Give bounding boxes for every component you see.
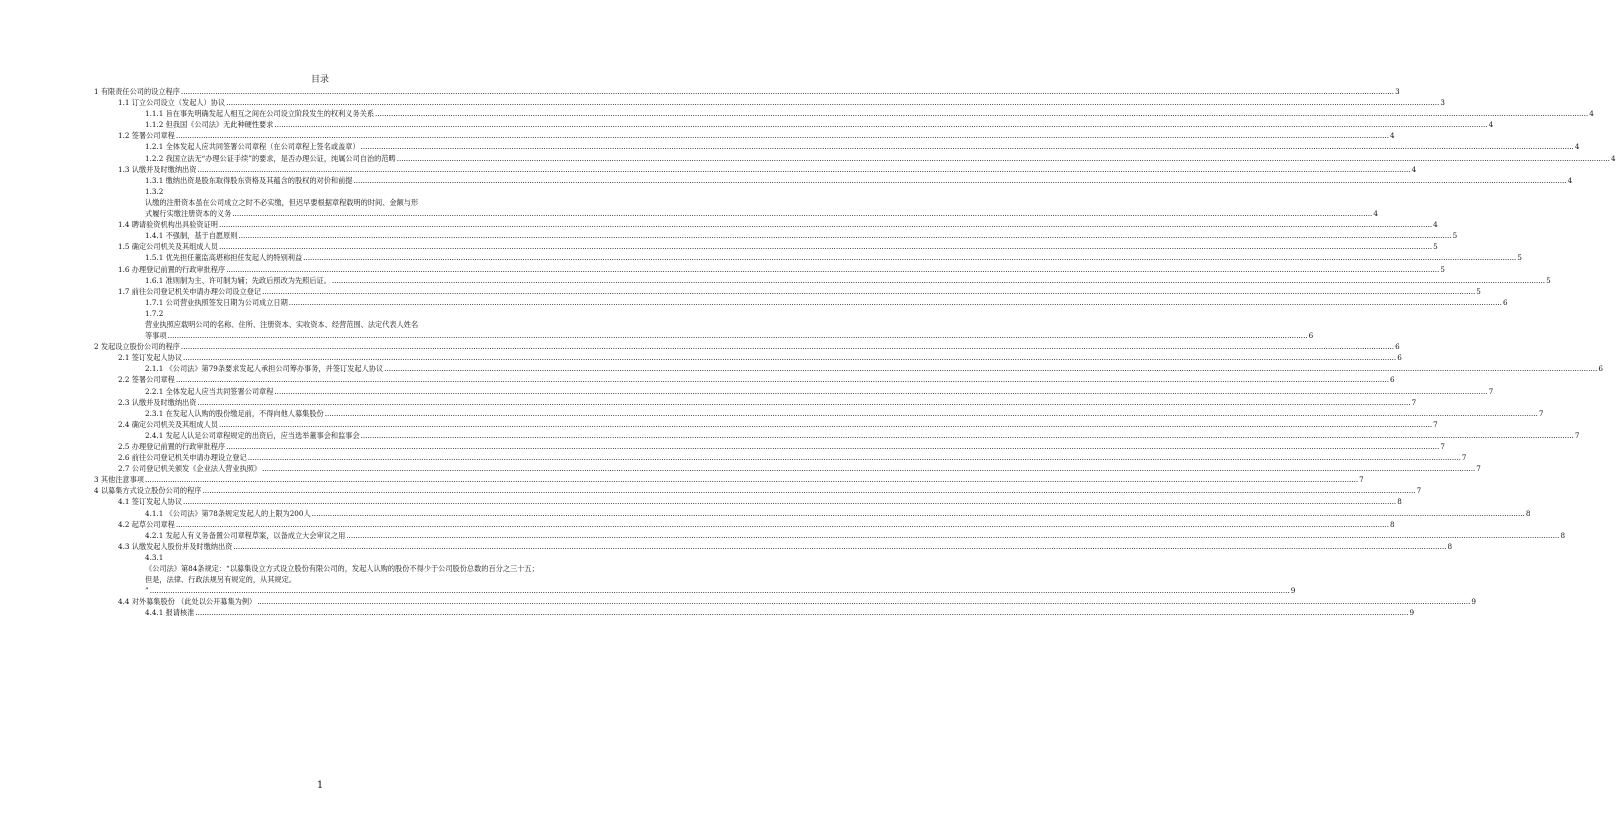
dot-leader xyxy=(168,330,1308,341)
toc-entry-level-3[interactable] xyxy=(94,252,1522,263)
toc-page-number: 4 xyxy=(1610,153,1616,163)
toc-entry-level-2[interactable] xyxy=(94,264,1445,275)
dot-leader xyxy=(176,519,1389,530)
dot-leader xyxy=(183,496,1396,507)
toc-page-number: 6 xyxy=(1397,353,1402,363)
toc-entry-text: 1.1 订立公司设立（发起人）协议 xyxy=(118,98,226,108)
toc-entry-text: 4.3 认缴发起人股份并及时缴纳出资 xyxy=(118,541,233,551)
dot-leader xyxy=(233,541,1446,552)
toc-entry-level-3[interactable] xyxy=(94,230,1458,241)
toc-page-number: 7 xyxy=(1359,475,1364,485)
toc-page-number: 6 xyxy=(1598,364,1603,374)
toc-page-number: 8 xyxy=(1390,519,1395,529)
toc-entry-level-3[interactable] xyxy=(94,153,1616,164)
toc-entry-text: 1.5 确定公司机关及其组成人员 xyxy=(118,242,218,252)
dot-leader xyxy=(257,596,1470,607)
toc-page-number: 8 xyxy=(1397,497,1402,507)
toc-entry-level-2[interactable] xyxy=(94,541,1453,552)
toc-entry-level-2[interactable] xyxy=(94,374,1395,385)
toc-title: 目录 xyxy=(310,75,329,85)
dot-leader xyxy=(397,153,1610,164)
dot-leader xyxy=(303,252,1516,263)
toc-entry-text: 2.1 签订发起人协议 xyxy=(118,353,183,363)
toc-entry-text: 1 有限责任公司的设立程序 xyxy=(94,87,180,96)
toc-entry-multiline[interactable] xyxy=(94,552,1296,596)
toc-entry-level-2[interactable] xyxy=(94,164,1417,175)
dot-leader xyxy=(197,397,1410,408)
toc-entry-number: 1.3.2 xyxy=(145,186,164,196)
dot-leader xyxy=(226,97,1439,108)
toc-entry-level-3[interactable] xyxy=(94,430,1580,441)
toc-entry-text: 2.5 办理登记前置的行政审批程序 xyxy=(118,442,226,451)
toc-entry-level-2[interactable] xyxy=(94,352,1402,363)
toc-entry-text: 《公司法》第84条规定：“以募集设立方式设立股份有限公司的，发起人认购的股份不得少于公司股份总数的百分之三十五；但是，法律、行政法规另有规定的，从其规定。 xyxy=(145,564,539,585)
dot-leader xyxy=(384,363,1597,374)
toc-entry-text: 营业执照应载明公司的名称、住所、注册资本、实收资本、经营范围、法定代表人姓名 xyxy=(145,319,419,329)
dot-leader xyxy=(202,485,1415,496)
toc-entry-level-2[interactable] xyxy=(94,452,1467,463)
dot-leader xyxy=(226,441,1439,452)
dot-leader xyxy=(262,286,1475,297)
toc-page-number: 4 xyxy=(1574,142,1580,152)
toc-entry-text: 1.6.1 准则制为主、许可制为辅；先政后照改为先照后证。 xyxy=(145,275,331,285)
table-of-contents xyxy=(94,86,1616,619)
toc-entry-text: 4.1 签订发起人协议 xyxy=(118,497,183,507)
toc-entry-number: 4.3.1 xyxy=(145,552,164,562)
toc-page-number: 7 xyxy=(1416,486,1422,496)
toc-page-number: 4 xyxy=(1589,109,1594,119)
toc-entry-text: 4.4 对外募集股份 （此处以公开募集为例） xyxy=(118,597,257,607)
dot-leader xyxy=(219,419,1432,430)
dot-leader xyxy=(181,341,1394,352)
toc-entry-text: 1.4 聘请验资机构出具验资证明 xyxy=(118,220,218,230)
toc-page-number: 4 xyxy=(1411,164,1417,174)
toc-entry-text-continued: 等事项 xyxy=(145,331,167,341)
toc-entry-level-3[interactable] xyxy=(94,297,1508,308)
toc-page-number: 9 xyxy=(1471,597,1476,607)
toc-entry-level-2[interactable] xyxy=(94,496,1402,507)
toc-page-number: 7 xyxy=(1538,408,1544,418)
toc-entry-text: 4.2.1 发起人有义务备置公司章程草案，以备成立大会审议之用 xyxy=(145,530,346,540)
dot-leader xyxy=(262,463,1475,474)
toc-page-number: 7 xyxy=(1461,453,1467,463)
toc-entry-text: 1.2 签署公司章程 xyxy=(118,131,175,141)
toc-page-number: 6 xyxy=(1308,331,1314,341)
toc-page-number: 5 xyxy=(1517,253,1522,263)
toc-page-number: 7 xyxy=(1476,464,1481,474)
toc-page-number: 5 xyxy=(1476,286,1481,296)
dot-leader xyxy=(346,530,1559,541)
toc-entry-text: 2.2.1 全体发起人应当共同签署公司章程 xyxy=(145,386,274,396)
toc-page-number: 3 xyxy=(1395,87,1400,96)
dot-leader xyxy=(219,219,1432,230)
toc-page-number: 8 xyxy=(1560,530,1566,540)
toc-entry-level-3[interactable] xyxy=(94,408,1544,419)
toc-entry-level-3[interactable] xyxy=(94,175,1573,186)
toc-entry-text: 2.7 公司登记机关颁发《企业法人营业执照》 xyxy=(118,464,262,474)
toc-entry-text: 2 发起设立股份公司的程序 xyxy=(94,342,180,352)
toc-page-number: 4 xyxy=(1488,120,1494,130)
dot-leader xyxy=(232,208,1372,219)
toc-page-number: 6 xyxy=(1390,375,1395,385)
toc-entry-level-3[interactable] xyxy=(94,607,1415,618)
toc-page-number: 9 xyxy=(1290,586,1296,596)
toc-entry-level-2[interactable] xyxy=(94,441,1445,452)
dot-leader xyxy=(219,241,1432,252)
toc-entry-level-2[interactable] xyxy=(94,419,1438,430)
toc-entry-text: 2.3 认缴并及时缴纳出资 xyxy=(118,397,197,407)
dot-leader xyxy=(145,474,1358,485)
toc-entry-number: 1.7.2 xyxy=(145,308,164,318)
toc-entry-level-2[interactable] xyxy=(94,241,1438,252)
toc-entry-level-2[interactable] xyxy=(94,397,1417,408)
toc-entry-level-2[interactable] xyxy=(94,219,1438,230)
toc-page-number: 7 xyxy=(1488,386,1494,396)
toc-page-number: 8 xyxy=(1525,508,1531,518)
dot-leader xyxy=(312,508,1525,519)
dot-leader xyxy=(150,585,1290,596)
toc-entry-text: 2.6 前往公司登记机关申请办理设立登记 xyxy=(118,453,247,463)
toc-entry-text: 2.4 确定公司机关及其组成人员 xyxy=(118,419,218,429)
toc-entry-text: 1.1.1 旨在事先明确发起人相互之间在公司设立阶段发生的权利义务关系 xyxy=(145,109,375,119)
toc-page-number: 6 xyxy=(1502,297,1508,307)
toc-page-number: 5 xyxy=(1452,231,1458,241)
toc-entry-text: 1.7.1 公司营业执照签发日期为公司成立日期 xyxy=(145,297,288,307)
toc-page-number: 9 xyxy=(1409,608,1415,618)
toc-page-number: 7 xyxy=(1440,442,1445,451)
toc-entry-text: 2.4.1 发起人认足公司章程规定的出资后，应当选举董事会和监事会 xyxy=(145,430,360,440)
toc-entry-text: 4.4.1 报请核准 xyxy=(145,608,195,618)
toc-entry-level-2[interactable] xyxy=(94,130,1395,141)
toc-entry-level-2[interactable] xyxy=(94,97,1445,108)
toc-page-number: 3 xyxy=(1440,98,1445,108)
toc-entry-level-1[interactable] xyxy=(94,474,1364,485)
toc-entry-level-3[interactable] xyxy=(94,275,1551,286)
toc-entry-text: 1.4.1 不强制，基于自愿原则 xyxy=(145,231,238,241)
dot-leader xyxy=(176,374,1389,385)
toc-page-number: 4 xyxy=(1390,131,1395,141)
toc-entry-level-1[interactable] xyxy=(94,86,1400,97)
dot-leader xyxy=(238,230,1451,241)
toc-entry-text: 1.2.1 全体发起人应共同签署公司章程（在公司章程上签名或盖章） xyxy=(145,142,360,152)
toc-entry-level-3[interactable] xyxy=(94,119,1494,130)
toc-entry-text: 2.2 签署公司章程 xyxy=(118,375,175,385)
dot-leader xyxy=(353,175,1566,186)
toc-page-number: 5 xyxy=(1440,264,1445,274)
dot-leader xyxy=(274,386,1487,397)
toc-entry-text: 1.3.1 缴纳出资是股东取得股东资格及其蕴含的股权的对价和前提 xyxy=(145,175,353,185)
dot-leader xyxy=(183,352,1396,363)
toc-entry-level-3[interactable] xyxy=(94,386,1494,397)
toc-entry-text: 认缴的注册资本虽在公司成立之时不必实缴，但迟早要根据章程载明的时间、金额与形 xyxy=(145,197,419,207)
toc-entry-text: 2.1.1 《公司法》第79条要求发起人承担公司筹办事务，并签订发起人协议 xyxy=(145,364,384,374)
toc-page-number: 7 xyxy=(1433,419,1438,429)
toc-entry-multiline[interactable] xyxy=(94,186,1378,219)
toc-entry-text: 1.2.2 我国立法无“办理公证手续”的要求，是否办理公证，纯属公司自治的范畴 xyxy=(145,153,396,163)
toc-entry-text: 1.7 前往公司登记机关申请办理公司设立登记 xyxy=(118,286,262,296)
dot-leader xyxy=(197,164,1410,175)
toc-page-number: 4 xyxy=(1373,209,1378,219)
toc-entry-level-2[interactable] xyxy=(94,519,1395,530)
dot-leader xyxy=(289,297,1502,308)
toc-entry-level-2[interactable] xyxy=(94,286,1481,297)
toc-entry-text: 1.6 办理登记前置的行政审批程序 xyxy=(118,264,226,274)
toc-entry-level-2[interactable] xyxy=(94,596,1476,607)
toc-page-number: 5 xyxy=(1546,275,1551,285)
toc-entry-multiline[interactable] xyxy=(94,308,1314,341)
toc-entry-text-continued: 式履行实缴注册资本的义务 xyxy=(145,209,232,219)
dot-leader xyxy=(176,130,1389,141)
toc-entry-text: 1.5.1 优先担任董监高堪称担任发起人的特别利益 xyxy=(145,253,303,263)
toc-entry-text: 1.1.2 但我国《公司法》无此种硬性要求 xyxy=(145,120,274,130)
toc-page-number: 7 xyxy=(1411,397,1417,407)
toc-entry-level-2[interactable] xyxy=(94,463,1481,474)
dot-leader xyxy=(248,452,1461,463)
toc-entry-level-3[interactable] xyxy=(94,141,1580,152)
toc-entry-level-3[interactable] xyxy=(94,363,1603,374)
dot-leader xyxy=(274,119,1487,130)
toc-entry-level-3[interactable] xyxy=(94,508,1531,519)
dot-leader xyxy=(332,275,1545,286)
toc-entry-level-1[interactable] xyxy=(94,485,1422,496)
toc-entry-level-3[interactable] xyxy=(94,530,1566,541)
toc-entry-text: 3 其他注意事项 xyxy=(94,475,144,485)
toc-entry-text-continued: ” xyxy=(145,586,149,596)
toc-entry-text: 4 以募集方式设立股份公司的程序 xyxy=(94,486,202,496)
toc-page-number: 4 xyxy=(1567,175,1573,185)
toc-page-number: 7 xyxy=(1574,430,1580,440)
page-number: 1 xyxy=(316,780,324,791)
dot-leader xyxy=(375,108,1588,119)
toc-entry-text: 4.1.1 《公司法》第78条规定发起人的上限为200人 xyxy=(145,508,311,518)
toc-page-number: 6 xyxy=(1395,342,1400,352)
toc-page-number: 8 xyxy=(1447,541,1453,551)
dot-leader xyxy=(361,141,1574,152)
toc-entry-text: 2.3.1 在发起人认购的股份缴足前，不得向他人募集股份 xyxy=(145,408,324,418)
dot-leader xyxy=(361,430,1574,441)
dot-leader xyxy=(195,607,1408,618)
dot-leader xyxy=(325,408,1538,419)
toc-page-number: 4 xyxy=(1433,220,1438,230)
dot-leader xyxy=(181,86,1394,97)
toc-entry-level-3[interactable] xyxy=(94,108,1594,119)
toc-entry-text: 4.2 起草公司章程 xyxy=(118,519,175,529)
toc-entry-text: 1.3 认缴并及时缴纳出资 xyxy=(118,164,197,174)
toc-page-number: 5 xyxy=(1433,242,1438,252)
dot-leader xyxy=(226,264,1439,275)
toc-entry-level-1[interactable] xyxy=(94,341,1400,352)
